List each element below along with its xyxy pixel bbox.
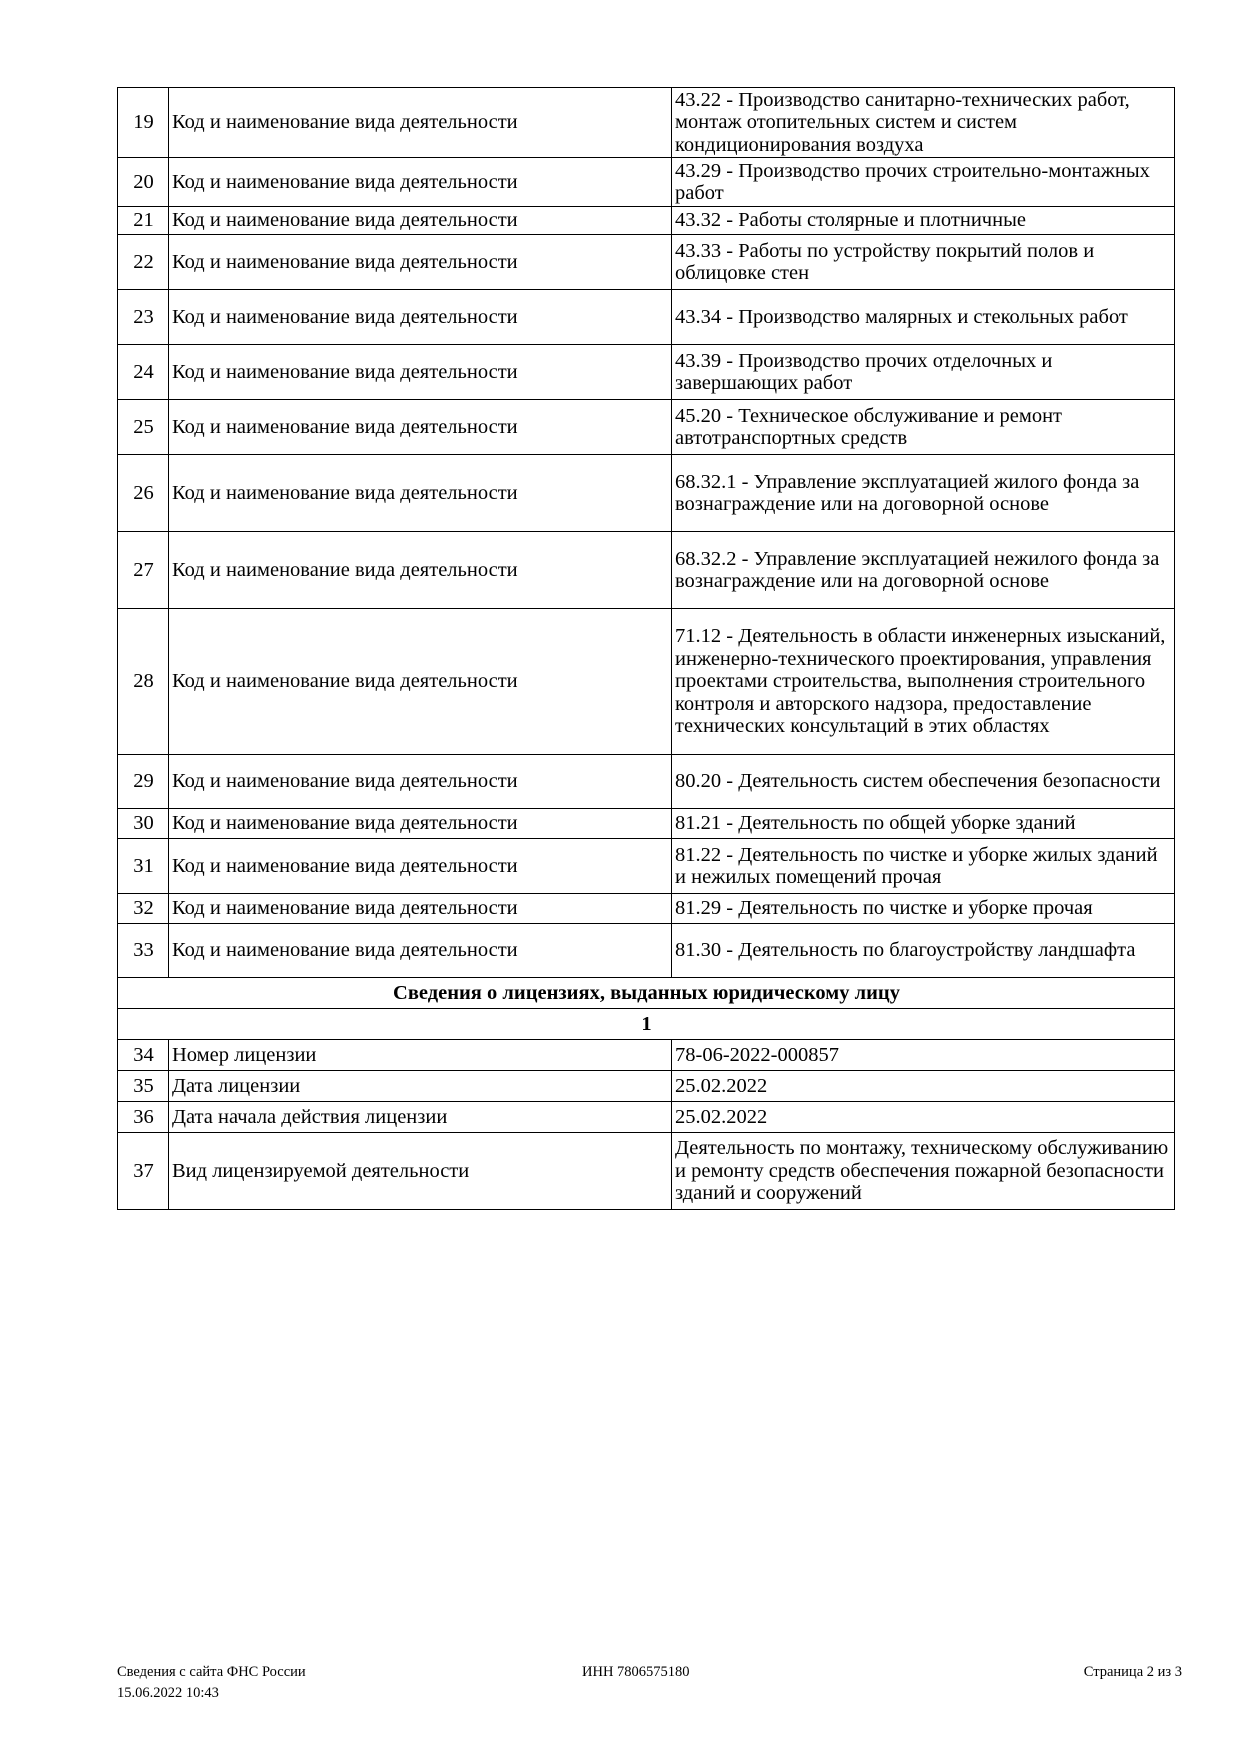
row-label: Код и наименование вида деятельности (169, 455, 672, 532)
row-value: 25.02.2022 (672, 1102, 1175, 1133)
table-row (118, 1040, 1175, 1071)
row-label: Код и наименование вида деятельности (169, 88, 672, 158)
row-value: 43.29 - Производство прочих строительно-монтажных работ (672, 158, 1175, 207)
row-label: Код и наименование вида деятельности (169, 345, 672, 400)
row-number: 23 (118, 290, 169, 345)
table-row (118, 894, 1175, 924)
row-number: 32 (118, 894, 169, 924)
table-row (118, 532, 1175, 609)
table-row (118, 924, 1175, 978)
table-row (118, 88, 1175, 158)
row-number: 35 (118, 1071, 169, 1102)
row-value: 81.21 - Деятельность по общей уборке зданий (672, 809, 1175, 839)
row-number: 31 (118, 839, 169, 894)
egrul-table (117, 87, 1175, 1210)
row-number: 22 (118, 235, 169, 290)
row-label: Дата лицензии (169, 1071, 672, 1102)
row-label: Код и наименование вида деятельности (169, 809, 672, 839)
row-label: Код и наименование вида деятельности (169, 609, 672, 755)
row-number: 34 (118, 1040, 169, 1071)
table-row (118, 400, 1175, 455)
row-label: Код и наименование вида деятельности (169, 235, 672, 290)
row-label: Код и наименование вида деятельности (169, 894, 672, 924)
footer-datetime: 15.06.2022 10:43 (117, 1685, 219, 1701)
row-number: 30 (118, 809, 169, 839)
row-value: 81.22 - Деятельность по чистке и уборке жилых зданий и нежилых помещений прочая (672, 839, 1175, 894)
row-label: Код и наименование вида деятельности (169, 158, 672, 207)
table-row (118, 235, 1175, 290)
row-number: 19 (118, 88, 169, 158)
row-value: 71.12 - Деятельность в области инженерных изысканий, инженерно-технического проектирования, управления проектами строительства, выполнения строительного контроля и авторского надзора, предоставление технических консультаций в этих областях (672, 609, 1175, 755)
table-row (118, 609, 1175, 755)
table-row (118, 207, 1175, 235)
row-value: 43.22 - Производство санитарно-технических работ, монтаж отопительных систем и систем кондиционирования воздуха (672, 88, 1175, 158)
row-number: 29 (118, 755, 169, 809)
row-number: 36 (118, 1102, 169, 1133)
section-header-row (118, 978, 1175, 1009)
table-row (118, 158, 1175, 207)
row-number: 28 (118, 609, 169, 755)
row-value: 43.32 - Работы столярные и плотничные (672, 207, 1175, 235)
table-row (118, 1102, 1175, 1133)
row-number: 21 (118, 207, 169, 235)
row-number: 27 (118, 532, 169, 609)
license-index: 1 (118, 1009, 1175, 1040)
row-label: Код и наименование вида деятельности (169, 290, 672, 345)
row-value: Деятельность по монтажу, техническому обслуживанию и ремонту средств обеспечения пожарной безопасности зданий и сооружений (672, 1133, 1175, 1210)
row-number: 25 (118, 400, 169, 455)
row-label: Код и наименование вида деятельности (169, 400, 672, 455)
row-value: 68.32.2 - Управление эксплуатацией нежилого фонда за вознаграждение или на договорной основе (672, 532, 1175, 609)
section-subheader-row (118, 1009, 1175, 1040)
footer-page-number: Страница 2 из 3 (1083, 1664, 1182, 1680)
license-section-title: Сведения о лицензиях, выданных юридическому лицу (118, 978, 1175, 1009)
row-value: 45.20 - Техническое обслуживание и ремонт автотранспортных средств (672, 400, 1175, 455)
row-value: 43.39 - Производство прочих отделочных и завершающих работ (672, 345, 1175, 400)
table-row (118, 290, 1175, 345)
row-number: 37 (118, 1133, 169, 1210)
row-value: 80.20 - Деятельность систем обеспечения безопасности (672, 755, 1175, 809)
table-row (118, 1133, 1175, 1210)
row-number: 26 (118, 455, 169, 532)
row-label: Код и наименование вида деятельности (169, 207, 672, 235)
footer-source (117, 1662, 306, 1704)
row-label: Код и наименование вида деятельности (169, 839, 672, 894)
row-number: 24 (118, 345, 169, 400)
table-row (118, 1071, 1175, 1102)
table-row (118, 755, 1175, 809)
table-row (118, 345, 1175, 400)
row-label: Код и наименование вида деятельности (169, 755, 672, 809)
row-value: 43.33 - Работы по устройству покрытий полов и облицовке стен (672, 235, 1175, 290)
row-value: 43.34 - Производство малярных и стекольных работ (672, 290, 1175, 345)
row-label: Номер лицензии (169, 1040, 672, 1071)
table-row (118, 809, 1175, 839)
row-number: 33 (118, 924, 169, 978)
table-row (118, 455, 1175, 532)
row-value: 81.29 - Деятельность по чистке и уборке прочая (672, 894, 1175, 924)
row-value: 78-06-2022-000857 (672, 1040, 1175, 1071)
row-number: 20 (118, 158, 169, 207)
footer-source-text: Сведения с сайта ФНС России (117, 1664, 306, 1680)
row-label: Код и наименование вида деятельности (169, 924, 672, 978)
row-label: Код и наименование вида деятельности (169, 532, 672, 609)
footer-inn: ИНН 7806575180 (582, 1664, 690, 1680)
row-label: Вид лицензируемой деятельности (169, 1133, 672, 1210)
row-value: 25.02.2022 (672, 1071, 1175, 1102)
row-value: 81.30 - Деятельность по благоустройству ландшафта (672, 924, 1175, 978)
table-row (118, 839, 1175, 894)
row-label: Дата начала действия лицензии (169, 1102, 672, 1133)
row-value: 68.32.1 - Управление эксплуатацией жилого фонда за вознаграждение или на договорной основе (672, 455, 1175, 532)
